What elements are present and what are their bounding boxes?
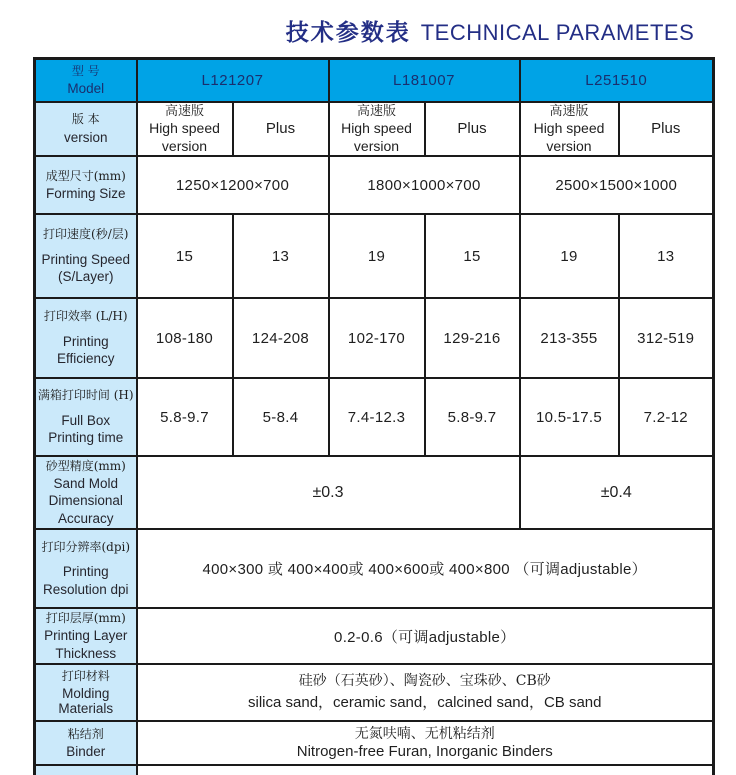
resolution-value: 400×300 或 400×400或 400×600或 400×800 （可调adjustable）	[137, 529, 714, 608]
resolution-label-zh: 打印分辨率(dpi)	[41, 539, 131, 554]
version-cell-m1-highspeed	[137, 102, 233, 157]
row-fullbox-time	[35, 378, 714, 456]
fullbox-row-label	[35, 378, 137, 456]
version-cell-m3-plus: Plus	[619, 102, 714, 157]
highspeed-zh: 高速版	[549, 103, 589, 119]
fullbox-value-5: 10.5-17.5	[520, 378, 619, 456]
efficiency-value-3: 102-170	[329, 298, 425, 378]
version-cell-m2-highspeed	[329, 102, 425, 157]
thickness-label-zh: 打印层厚(mm)	[45, 610, 126, 625]
speed-value-1: 15	[137, 214, 233, 298]
fullbox-label-zh: 满箱打印时间 (H)	[37, 388, 134, 403]
page-title-zh: 技术参数表	[285, 19, 411, 46]
model-row-label	[35, 59, 137, 102]
accuracy-value-right: ±0.4	[520, 456, 714, 529]
thickness-value: 0.2-0.6（可调adjustable）	[137, 608, 714, 664]
forming-size-m2: 1800×1000×700	[329, 156, 520, 214]
efficiency-label-en2: Efficiency	[56, 351, 115, 367]
row-version	[35, 102, 714, 157]
partial-row-label	[35, 765, 137, 775]
highspeed-zh: 高速版	[356, 103, 396, 119]
row-partial-clipped	[35, 765, 714, 775]
forming-size-row-label	[35, 156, 137, 214]
row-model	[35, 59, 714, 102]
printing-speed-row-label	[35, 214, 137, 298]
materials-value	[137, 664, 714, 721]
fullbox-label-en2: Printing time	[48, 430, 124, 446]
model-name-2: L181007	[329, 59, 520, 102]
forming-label-zh: 成型尺寸(mm)	[45, 168, 126, 183]
speed-label-en2: (S/Layer)	[57, 269, 114, 285]
printing-efficiency-row-label	[35, 298, 137, 378]
materials-row-label	[35, 664, 137, 721]
highspeed-en1: High speed	[149, 120, 220, 137]
partial-row-value	[137, 765, 714, 775]
accuracy-label-en3: Accuracy	[57, 511, 114, 527]
accuracy-label-en2: Dimensional	[48, 493, 123, 509]
model-label-en: Model	[67, 81, 105, 97]
speed-label-zh: 打印速度(秒/层)	[43, 227, 129, 242]
model-label-zh: 型 号	[71, 63, 100, 78]
forming-label-en: Forming Size	[45, 185, 126, 201]
row-forming-size	[35, 156, 714, 214]
row-resolution	[35, 529, 714, 608]
highspeed-en1: High speed	[533, 120, 605, 137]
accuracy-row-label	[35, 456, 137, 529]
efficiency-value-2: 124-208	[233, 298, 329, 378]
fullbox-value-3: 7.4-12.3	[329, 378, 425, 456]
binder-value-zh: 无氮呋喃、无机粘结剂	[354, 725, 495, 742]
binder-label-en: Binder	[66, 743, 106, 759]
efficiency-value-5: 213-355	[520, 298, 619, 378]
speed-value-3: 19	[329, 214, 425, 298]
efficiency-value-4: 129-216	[425, 298, 520, 378]
materials-value-en: silica sand，ceramic sand，calcined sand，CB sand	[248, 694, 602, 712]
highspeed-zh: 高速版	[164, 103, 204, 119]
materials-label-en2: Materials	[58, 701, 114, 717]
accuracy-label-zh: 砂型精度(mm)	[45, 458, 126, 473]
row-printing-speed	[35, 214, 714, 298]
binder-label-zh: 粘结剂	[67, 726, 104, 741]
efficiency-label-zh: 打印效率 (L/H)	[43, 309, 128, 324]
row-molding-materials	[35, 664, 714, 721]
highspeed-en1: High speed	[341, 120, 412, 137]
fullbox-value-4: 5.8-9.7	[425, 378, 520, 456]
fullbox-value-6: 7.2-12	[619, 378, 714, 456]
materials-label-en1: Molding	[62, 685, 110, 701]
version-cell-m3-highspeed	[520, 102, 619, 157]
row-sand-accuracy	[35, 456, 714, 529]
speed-value-5: 19	[520, 214, 619, 298]
binder-value-en: Nitrogen-free Furan, Inorganic Binders	[296, 743, 553, 761]
row-binder	[35, 721, 714, 765]
binder-row-label	[35, 721, 137, 765]
speed-label-en1: Printing Speed	[41, 251, 131, 267]
materials-label-zh: 打印材料	[61, 669, 110, 684]
technical-parameters-table	[33, 57, 715, 775]
version-cell-m2-plus: Plus	[425, 102, 520, 157]
thickness-label-en2: Thickness	[55, 645, 117, 661]
row-printing-efficiency	[35, 298, 714, 378]
resolution-label-en1: Printing	[62, 564, 109, 580]
materials-value-zh: 硅砂（石英砂）、陶瓷砂、宝珠砂、CB砂	[298, 673, 551, 690]
resolution-row-label	[35, 529, 137, 608]
highspeed-en2: version	[546, 137, 592, 154]
model-name-1: L121207	[137, 59, 329, 102]
version-cell-m1-plus: Plus	[233, 102, 329, 157]
page-title	[0, 14, 736, 47]
version-label-en: version	[63, 129, 108, 145]
highspeed-en2: version	[161, 137, 208, 154]
forming-size-m1: 1250×1200×700	[137, 156, 329, 214]
efficiency-value-1: 108-180	[137, 298, 233, 378]
binder-value	[137, 721, 714, 765]
speed-value-4: 15	[425, 214, 520, 298]
version-label-zh: 版 本	[71, 112, 100, 127]
accuracy-label-en1: Sand Mold	[53, 475, 119, 491]
accuracy-value-left: ±0.3	[137, 456, 520, 529]
model-name-3: L251510	[520, 59, 714, 102]
efficiency-label-en1: Printing	[62, 333, 109, 349]
fullbox-value-1: 5.8-9.7	[137, 378, 233, 456]
forming-size-m3: 2500×1500×1000	[520, 156, 714, 214]
page-title-en: TECHNICAL PARAMETES	[420, 20, 695, 45]
efficiency-value-6: 312-519	[619, 298, 714, 378]
fullbox-value-2: 5-8.4	[233, 378, 329, 456]
resolution-label-en2: Resolution dpi	[42, 581, 129, 597]
thickness-label-en1: Printing Layer	[44, 628, 128, 644]
row-layer-thickness	[35, 608, 714, 664]
version-row-label	[35, 102, 137, 157]
highspeed-en2: version	[353, 137, 400, 154]
speed-value-6: 13	[619, 214, 714, 298]
fullbox-label-en1: Full Box	[61, 412, 111, 428]
thickness-row-label	[35, 608, 137, 664]
speed-value-2: 13	[233, 214, 329, 298]
